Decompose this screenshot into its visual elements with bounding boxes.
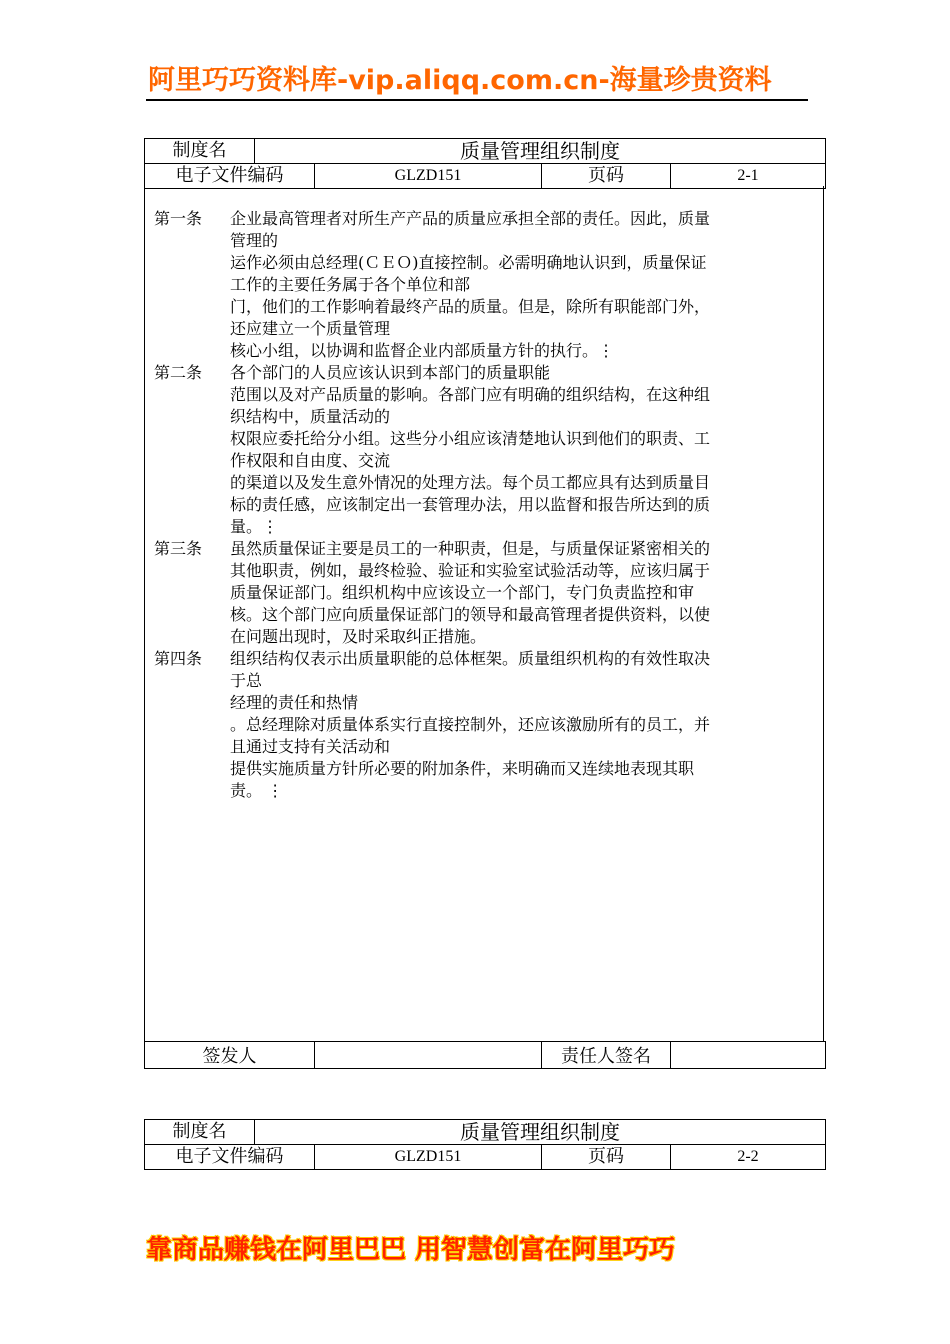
page-value: 2-1 <box>671 164 826 189</box>
article-line: 量。⋮ <box>230 517 279 536</box>
article-line: 门，他们的工作影响着最终产品的质量。但是，除所有职能部门外， <box>230 297 711 316</box>
page1-header-table <box>144 138 826 189</box>
article-line: 虽然质量保证主要是员工的一种职责，但是，与质量保证紧密相关的 <box>230 539 711 558</box>
article-line: 范围以及对产品质量的影响。各部门应有明确的组织结构，在这种组 <box>230 385 711 404</box>
article-line: 于总 <box>230 671 263 690</box>
file-code-label: 电子文件编码 <box>145 1145 315 1170</box>
article-label: 第四条 <box>154 649 203 668</box>
article-line: 工作的主要任务属于各个单位和部 <box>230 275 471 294</box>
system-name-value: 质量管理组织制度 <box>255 1120 826 1145</box>
article-line: 的渠道以及发生意外情况的处理方法。每个员工都应具有达到质量目 <box>230 473 711 492</box>
article-line: 。总经理除对质量体系实行直接控制外，还应该激励所有的员工，并 <box>230 715 711 734</box>
system-name-value: 质量管理组织制度 <box>255 139 826 164</box>
article-line: 在问题出现时，及时采取纠正措施。 <box>230 627 487 646</box>
article-text <box>230 362 810 538</box>
article-line: 组织结构仅表示出质量职能的总体框架。质量组织机构的有效性取决 <box>230 649 711 668</box>
article-line: 还应建立一个质量管理 <box>230 319 391 338</box>
article-line: 各个部门的人员应该认识到本部门的质量职能 <box>230 363 551 382</box>
system-name-label: 制度名 <box>145 139 255 164</box>
page2-header-table <box>144 1119 826 1170</box>
article-line: 核。这个部门应向质量保证部门的领导和最高管理者提供资料，以使 <box>230 605 711 624</box>
article-line: 企业最高管理者对所生产产品的质量应承担全部的责任。因此，质量 <box>230 209 711 228</box>
article-label: 第三条 <box>154 539 203 558</box>
article-line: 织结构中，质量活动的 <box>230 407 391 426</box>
signature-table <box>144 1041 826 1069</box>
article-text <box>230 648 810 802</box>
article-line: 运作必须由总经理(ＣＥＯ)直接控制。必需明确地认识到，质量保证 <box>230 253 707 272</box>
bottom-banner: 靠商品赚钱在阿里巴巴 用智慧创富在阿里巧巧 <box>146 1235 676 1265</box>
article-line: 标的责任感，应该制定出一套管理办法，用以监督和报告所达到的质 <box>230 495 711 514</box>
file-code-label: 电子文件编码 <box>145 164 315 189</box>
article-line: 提供实施质量方针所必要的附加条件，来明确而又连续地表现其职 <box>230 759 695 778</box>
article-line: 管理的 <box>230 231 279 250</box>
article-line: 经理的责任和热情 <box>230 693 359 712</box>
top-banner-underline <box>146 99 808 101</box>
article-label: 第二条 <box>154 363 203 382</box>
article-line: 权限应委托给分小组。这些分小组应该清楚地认识到他们的职责、工 <box>230 429 711 448</box>
article-text <box>230 208 810 362</box>
page-value: 2-2 <box>671 1145 826 1170</box>
article-text <box>230 538 810 648</box>
article-line: 作权限和自由度、交流 <box>230 451 391 470</box>
top-banner: 阿里巧巧资料库-vip.aliqq.com.cn-海量珍贵资料 <box>148 65 772 96</box>
issuer-field[interactable] <box>315 1042 542 1069</box>
page-label: 页码 <box>542 1145 671 1170</box>
file-code-value: GLZD151 <box>315 164 542 189</box>
issuer-label: 签发人 <box>145 1042 315 1069</box>
file-code-value: GLZD151 <box>315 1145 542 1170</box>
article-line: 质量保证部门。组织机构中应该设立一个部门，专门负责监控和审 <box>230 583 695 602</box>
article-label: 第一条 <box>154 209 203 228</box>
responsible-signature-label: 责任人签名 <box>542 1042 671 1069</box>
article-line: 其他职责，例如，最终检验、验证和实验室试验活动等，应该归属于 <box>230 561 711 580</box>
article-line: 核心小组，以协调和监督企业内部质量方针的执行。⋮ <box>230 341 615 360</box>
article-line: 且通过支持有关活动和 <box>230 737 391 756</box>
article-line: 责。 ⋮ <box>230 781 284 800</box>
responsible-signature-field[interactable] <box>671 1042 826 1069</box>
page-label: 页码 <box>542 164 671 189</box>
system-name-label: 制度名 <box>145 1120 255 1145</box>
